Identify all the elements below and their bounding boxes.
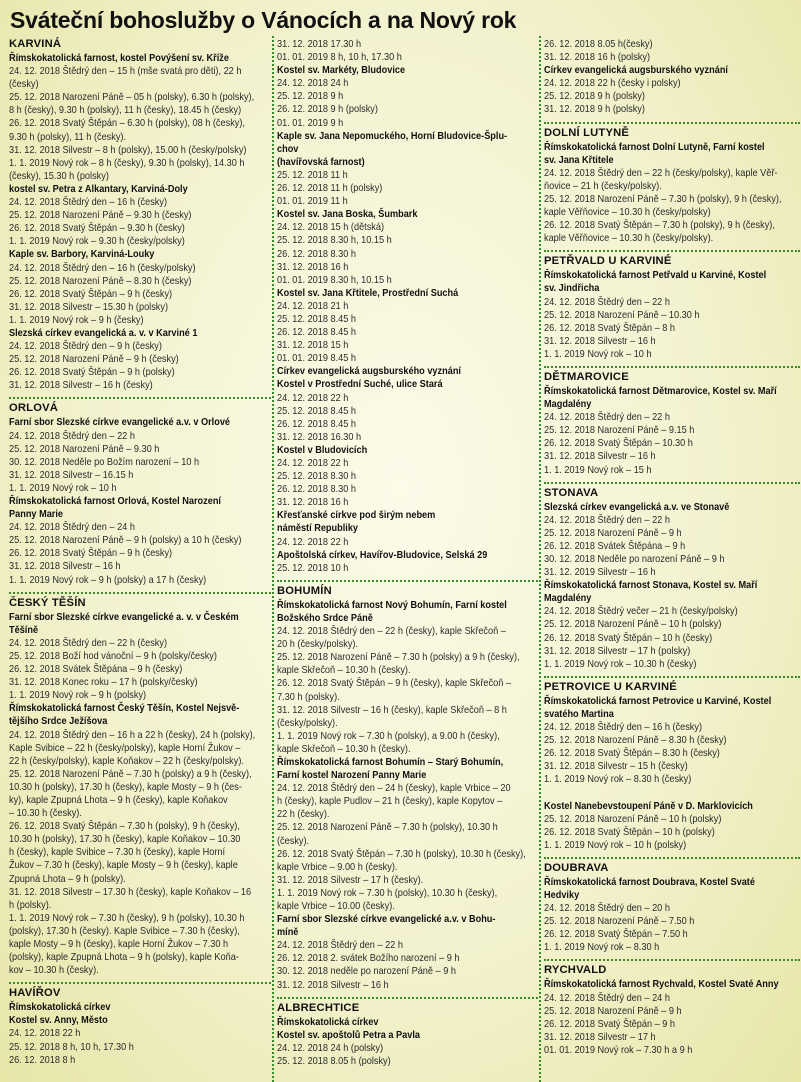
service-time: 24. 12. 2018 Štědrý den – 22 h — [9, 430, 135, 442]
service-time: 25. 12. 2018 8.05 h (polsky) — [277, 1055, 391, 1067]
service-time: 31. 12. 2018 Silvestr – 17.30 h (česky), kaple Koňakov – 16 — [9, 886, 252, 898]
venue-name: Římskokatolická farnost Český Těšín, Kostel Nejsvě- — [9, 703, 240, 715]
service-time: 26. 12. 2018 Svatý Štěpán – 9 h (česky) — [9, 548, 173, 560]
venue-name: Kostel v Prostřední Suché, ulice Stará — [277, 379, 443, 391]
service-time: 31. 12. 2018 16.30 h — [277, 431, 362, 443]
service-time: 26. 12. 2018 8.30 h — [277, 248, 357, 260]
section-heading: HAVÍŘOV — [9, 987, 61, 1000]
service-time: 25. 12. 2018 8.45 h — [277, 405, 357, 417]
service-time: 31. 12. 2018 Silvestr – 8 h (polsky), 15.00 h (česky/polsky) — [9, 144, 247, 156]
service-time: (česky/polsky). — [277, 717, 338, 729]
service-time: 24. 12. 2018 Štědrý den – 22 h — [544, 514, 670, 526]
venue-name: Římskokatolická církev — [9, 1002, 111, 1014]
service-time: 31. 12. 2018 Silvestr – 16 h (česky), kaple Skřečoň – 8 h — [277, 704, 507, 716]
service-time: 25. 12. 2018 Narození Páně – 05 h (polsky), 6.30 h (polsky), — [9, 92, 255, 104]
venue-name: náměstí Republiky — [277, 523, 359, 535]
service-time: kaple Věřňovice – 10.30 h (česky/polsky). — [544, 233, 714, 245]
service-time: 01. 01. 2019 8.45 h — [277, 353, 357, 365]
column-2 — [277, 36, 538, 1082]
section-heading: PETŘVALD U KARVINÉ — [544, 255, 672, 268]
service-time: 10.30 h (polsky), 17.30 h (česky), kaple Mosty – 9 h (čes- — [9, 781, 242, 793]
service-time: h (česky), kaple Svibice – 7.30 h (česky), kaple Horní — [9, 847, 226, 859]
service-time: 25. 12. 2018 9 h (polsky) — [544, 91, 645, 103]
service-time: 26. 12. 2018 Svátek Štěpána – 9 h — [544, 540, 686, 552]
venue-name: Magdalény — [544, 593, 592, 605]
service-time: 31. 12. 2018 Silvestr – 15 h (česky) — [544, 761, 688, 773]
service-time: 31. 12. 2018 Silvestr – 16 h (česky) — [9, 380, 153, 392]
service-time: 1. 1. 2019 Nový rok – 9 h (polsky) — [9, 690, 147, 702]
section — [544, 857, 800, 955]
service-time: 1. 1. 2019 Nový rok – 7.30 h (polsky), a 9.00 h (česky), — [277, 730, 500, 742]
service-time: (česky), 15.30 h (polsky) — [9, 170, 109, 182]
service-time: 31. 12. 2018 16 h — [277, 261, 349, 273]
service-time: 31. 12. 2018 Silvestr – 16.15 h — [9, 469, 134, 481]
section-heading: RYCHVALD — [544, 964, 607, 977]
service-time: 25. 12. 2018 8.30 h — [277, 471, 357, 483]
venue-name: Římskokatolická farnost Bohumín – Starý Bohumín, — [277, 756, 504, 768]
service-time: 20 h (česky/polsky). — [277, 639, 359, 651]
service-time: Žukov – 7.30 h (česky), kaple Mosty – 9 h (česky), kaple — [9, 860, 238, 872]
venue-name: Slezská církev evangelická a. v. v Karviné 1 — [9, 327, 198, 339]
service-time: 26. 12. 2018 Svatý Štěpán – 6.30 h (polsky), 08 h (česky), — [9, 118, 245, 130]
service-time: 24. 12. 2018 Štědrý den – 15 h (mše svatá pro děti), 22 h — [9, 66, 242, 78]
service-time: 31. 12. 2018 Silvestr – 17 h (česky). — [277, 874, 424, 886]
service-time: 1. 1. 2019 Nový rok – 8.30 h — [544, 942, 660, 954]
service-time: 7.30 h (polsky). — [277, 691, 340, 703]
service-time: 30. 12. 2018 neděle po narození Páně – 9 h — [277, 966, 456, 978]
service-time: 26. 12. 2018 Svatý Štěpán – 8 h — [544, 322, 676, 334]
venue-name: Farní sbor Slezské církve evangelické a. v. v Českém — [9, 611, 239, 623]
service-time: 25. 12. 2018 Narození Páně – 7.30 h (polsky), 10.30 h — [277, 822, 498, 834]
service-time: 24. 12. 2018 22 h — [9, 1028, 81, 1040]
venue-name: Kostel sv. Jana Boska, Šumbark — [277, 209, 418, 221]
service-time: 26. 12. 2018 Svátek Štěpána – 9 h (česky) — [9, 664, 183, 676]
venue-name: Farní kostel Narození Panny Marie — [277, 770, 427, 782]
service-time: 26. 12. 2018 Svatý Štěpán – 10 h (polsky) — [544, 826, 715, 838]
section — [277, 997, 538, 1068]
section — [277, 36, 538, 575]
service-time: 26. 12. 2018 Svatý Štěpán – 9 h (polsky) — [9, 367, 175, 379]
service-time: 24. 12. 2018 Štědrý den – 24 h (česky), kaple Vrbice – 20 — [277, 783, 511, 795]
service-time: 31. 12. 2018 Silvestr – 16 h — [544, 335, 656, 347]
section-heading: BOHUMÍN — [277, 584, 332, 597]
service-time: 25. 12. 2018 Narození Páně – 9.15 h — [544, 425, 695, 437]
service-time: 26. 12. 2018 Svatý Štěpán – 10 h (česky) — [544, 632, 713, 644]
section-heading: KARVINÁ — [9, 38, 62, 50]
service-time: 01. 01. 2019 8.30 h, 10.15 h — [277, 274, 392, 286]
service-time: 25. 12. 2018 Narození Páně – 7.30 h (polsky) a 9 h (česky), — [277, 652, 520, 664]
venue-name: svatého Martina — [544, 708, 614, 720]
section — [544, 122, 800, 246]
venue-name: Farní sbor Slezské církve evangelické a.v. v Orlové — [9, 417, 231, 429]
service-time: 1. 1. 2019 Nový rok – 8.30 h (česky) — [544, 774, 692, 786]
service-time: 30. 12. 2018 Neděle po Božím narození – 10 h — [9, 456, 200, 468]
service-time: 31. 12. 2018 Silvestr – 16 h — [277, 979, 389, 991]
section — [544, 959, 800, 1057]
service-time: 26. 12. 2018 Svatý Štěpán – 10.30 h — [544, 438, 693, 450]
service-time: 01. 01. 2019 8 h, 10 h, 17.30 h — [277, 52, 402, 64]
section — [9, 397, 271, 586]
service-time: 25. 12. 2018 Narození Páně – 9.30 h — [9, 443, 160, 455]
service-time: 01. 01. 2019 9 h — [277, 117, 344, 129]
service-time: 25. 12. 2018 Narození Páně – 10 h (polsky) — [544, 619, 722, 631]
service-time: 25. 12. 2018 Narození Páně – 10.30 h — [544, 309, 700, 321]
service-time: Zpupná Lhota – 9 h (polsky). — [9, 873, 126, 885]
service-time: 26. 12. 2018 Svatý Štěpán – 9 h (česky), kaple Skřečoň – — [277, 678, 511, 690]
venue-name: Křesťanské církve pod širým nebem — [277, 510, 436, 522]
service-time: 24. 12. 2018 Štědrý den – 20 h — [544, 903, 670, 915]
venue-name: Panny Marie — [9, 509, 64, 521]
service-time: 25. 12. 2018 Narození Páně – 7.50 h — [544, 916, 695, 928]
service-time: 31. 12. 2018 17.30 h — [277, 39, 362, 50]
section — [544, 482, 800, 671]
service-time: kov – 10.30 h (česky). — [9, 965, 99, 977]
service-time: 25. 12. 2018 Narození Páně – 10 h (polsky) — [544, 813, 722, 825]
service-time: 1. 1. 2019 Nový rok – 9 h (česky) — [9, 314, 144, 326]
service-time: 25. 12. 2018 Narození Páně – 9 h (polsky) a 10 h (česky) — [9, 535, 242, 547]
service-time: 24. 12. 2018 Štědrý den – 16 h (česky) — [9, 197, 168, 209]
venue-name: sv. Jindřicha — [544, 283, 600, 295]
service-time: 24. 12. 2018 24 h (polsky) — [277, 1042, 384, 1054]
service-time: (česky). — [277, 835, 310, 847]
service-time: 24. 12. 2018 Štědrý den – 16 h (česky/polsky) — [9, 262, 196, 274]
service-time: 24. 12. 2018 24 h — [277, 78, 349, 90]
service-time: 26. 12. 2018 8.05 h(česky) — [544, 39, 653, 50]
service-time: 31. 12. 2018 Konec roku – 17 h (polsky/česky) — [9, 677, 198, 689]
section — [9, 592, 271, 978]
section-heading: STONAVA — [544, 486, 599, 499]
column-divider — [272, 36, 274, 1082]
venue-name: (havířovská farnost) — [277, 156, 365, 168]
service-time: 25. 12. 2018 Narození Páně – 8.30 h (česky) — [9, 275, 192, 287]
service-time: 26. 12. 2018 Svatý Štěpán – 7.30 h (polsky), 9 h (česky), — [544, 220, 775, 232]
service-time: 9.30 h (polsky), 11 h (česky). — [9, 131, 127, 143]
service-time: 22 h (česky/polsky), kaple Koňakov – 22 h (česky/polsky). — [9, 755, 244, 767]
service-time: 31. 12. 2018 Silvestr – 17 h (polsky) — [544, 645, 691, 657]
service-time: kaple Mosty – 9 h (česky), kaple Horní Žukov – 7.30 h — [9, 939, 229, 950]
service-time: 01. 01. 2019 11 h — [277, 196, 348, 208]
service-time: (polsky), 17.30 h (česky). Kaple Svibice – 7.30 h (česky), — [9, 925, 240, 937]
service-time: 24. 12. 2018 Štědrý den – 9 h (česky) — [9, 341, 162, 353]
section-heading: ORLOVÁ — [9, 402, 59, 415]
column-divider — [539, 36, 541, 1082]
service-time: 31. 12. 2019 Silvestr – 16 h — [544, 567, 656, 579]
service-time: 26. 12. 2018 9 h (polsky) — [277, 104, 378, 116]
venue-name: Těšíně — [9, 624, 39, 636]
service-time: 25. 12. 2018 Narození Páně – 7.30 h (polsky) a 9 h (česky), — [9, 768, 252, 780]
column-3 — [544, 36, 800, 1082]
service-time: 25. 12. 2018 8.45 h — [277, 313, 357, 325]
venue-name: sv. Jana Křtitele — [544, 154, 614, 166]
venue-name: Kaple sv. Barbory, Karviná-Louky — [9, 249, 155, 261]
service-time: (polsky), kaple Zpupná Lhota – 9 h (polsky), kaple Koňa- — [9, 952, 239, 964]
service-time: 24. 12. 2018 Štědrý den – 22 h — [277, 940, 403, 952]
service-time: 24. 12. 2018 Štědrý den – 22 h — [544, 296, 670, 308]
venue-name: Římskokatolická farnost Nový Bohumín, Farní kostel — [277, 599, 507, 611]
service-time: 31. 12. 2018 Silvestr – 17 h — [544, 1031, 656, 1043]
venue-name: Kostel v Bludovicích — [277, 444, 368, 456]
service-time: 10.30 h (polsky), 17.30 h (česky), kaple Koňakov – 10.30 — [9, 834, 241, 846]
service-time: 1. 1. 2019 Nový rok – 8 h (česky), 9.30 h (polsky), 14.30 h — [9, 157, 245, 169]
service-time: 25. 12. 2018 10 h — [277, 562, 349, 574]
service-time: 26. 12. 2018 Svatý Štěpán – 8.30 h (česky) — [544, 748, 720, 760]
service-time: 25. 12. 2018 Narození Páně – 9 h (česky) — [9, 354, 179, 366]
service-time: ňovice – 21 h (česky/polsky). — [544, 180, 662, 192]
service-time: 24. 12. 2018 22 h — [277, 458, 349, 469]
venue-name: míně — [277, 927, 299, 939]
section-heading: ALBRECHTICE — [277, 1001, 360, 1014]
venue-name: Kostel sv. apoštolů Petra a Pavla — [277, 1029, 421, 1041]
section — [544, 250, 800, 361]
service-time: 25. 12. 2018 Narození Páně – 9 h — [544, 1005, 682, 1017]
service-time: 22 h (česky). — [277, 809, 330, 821]
service-time: 1. 1. 2019 Nový rok – 9.30 h (česky/polsky) — [9, 236, 185, 248]
venue-name: Hedviky — [544, 889, 580, 901]
service-time: 30. 12. 2018 Neděle po narození Páně – 9 h — [544, 554, 725, 565]
service-time: 1. 1. 2019 Nový rok – 10 h — [544, 348, 652, 360]
venue-name: Římskokatolická farnost Doubrava, Kostel Svaté — [544, 876, 755, 888]
service-time: 24. 12. 2018 22 h — [277, 536, 349, 548]
service-time: kaple Skřečoň – 10.30 h (česky). — [277, 665, 411, 677]
service-time: 25. 12. 2018 Narození Páně – 9.30 h (česky) — [9, 210, 192, 222]
service-time: 31. 12. 2018 Silvestr – 15.30 h (polsky) — [9, 301, 169, 313]
venue-name: Římskokatolická farnost Rychvald, Kostel Svaté Anny — [544, 979, 779, 991]
page-title: Sváteční bohoslužby o Vánocích a na Nový rok — [10, 7, 517, 33]
service-time: 31. 12. 2018 15 h — [277, 340, 349, 352]
service-time: 24. 12. 2018 Štědrý den – 22 h — [544, 412, 670, 424]
section-heading: DĚTMAROVICE — [544, 370, 629, 383]
venue-name: Církev evangelická augsburského vyznání — [277, 366, 461, 378]
column-1 — [9, 36, 271, 1082]
service-time: 24. 12. 2018 Štědrý den – 22 h (česky) — [9, 637, 168, 649]
service-time: 24. 12. 2018 22 h (česky i polsky) — [544, 78, 681, 90]
service-time: 26. 12. 2018 Svatý Štěpán – 7.50 h — [544, 929, 688, 941]
service-time: h (česky), kaple Pudlov – 21 h (česky), kaple Kopytov – — [277, 796, 503, 808]
service-time: 24. 12. 2018 22 h — [277, 392, 349, 404]
service-time: kaple Věřňovice – 10.30 h (česky/polsky) — [544, 207, 711, 219]
service-time: 26. 12. 2018 2. svátek Božího narození – 9 h — [277, 953, 460, 965]
service-time: 1. 1. 2019 Nový rok – 10 h (polsky) — [544, 839, 687, 851]
venue-name: Římskokatolická farnost Orlová, Kostel Narození — [9, 496, 221, 507]
venue-name: Božského Srdce Páně — [277, 612, 373, 624]
section — [544, 36, 800, 117]
service-time: 31. 12. 2018 16 h (polsky) — [544, 52, 651, 64]
section — [544, 366, 800, 477]
venue-name: Římskokatolická farnost Stonava, Kostel sv. Maří — [544, 580, 758, 592]
venue-name: Slezská církev evangelická a.v. ve Stonavě — [544, 501, 730, 513]
service-time: 31. 12. 2018 Silvestr – 16 h — [9, 561, 121, 573]
service-time: (česky) — [9, 79, 39, 91]
venue-name: tějšího Srdce Ježíšova — [9, 716, 108, 728]
service-time: 25. 12. 2018 Boží hod vánoční – 9 h (polsky/česky) — [9, 650, 217, 662]
service-time: 26. 12. 2018 8.45 h — [277, 418, 357, 430]
service-time: 24. 12. 2018 21 h — [277, 300, 349, 312]
service-time: 24. 12. 2018 Štědrý den – 24 h — [544, 992, 670, 1004]
service-time: 24. 12. 2018 Štědrý den – 22 h (česky), kaple Skřečoň – — [277, 626, 506, 638]
service-time: 1. 1. 2019 Nový rok – 15 h — [544, 464, 652, 476]
venue-name: Farní sbor Slezské církve evangelické a.v. v Bohu- — [277, 914, 496, 926]
service-time: 26. 12. 2018 11 h (polsky) — [277, 183, 383, 195]
service-time: 26. 12. 2018 Svatý Štěpán – 9 h — [544, 1018, 676, 1030]
service-time: h (polsky). — [9, 899, 52, 911]
service-time: ky), kaple Zpupná Lhota – 9 h (česky), kaple Koňakov — [9, 794, 228, 806]
service-time: 25. 12. 2018 8.30 h, 10.15 h — [277, 235, 392, 247]
service-time: 1. 1. 2019 Nový rok – 9 h (polsky) a 17 h (česky) — [9, 574, 207, 586]
service-time: 25. 12. 2018 Narození Páně – 8.30 h (česky) — [544, 735, 727, 747]
service-time: 26. 12. 2018 8.30 h — [277, 484, 357, 496]
service-time: 25. 12. 2018 9 h — [277, 91, 344, 103]
service-time: 1. 1. 2019 Nový rok – 10.30 h (česky) — [544, 658, 697, 670]
service-time: 24. 12. 2018 Štědrý den – 16 h a 22 h (česky), 24 h (polsky), — [9, 729, 256, 741]
service-time: 25. 12. 2018 8 h, 10 h, 17.30 h — [9, 1041, 134, 1053]
service-time: 26. 12. 2018 Svatý Štěpán – 9.30 h (česky) — [9, 223, 185, 235]
service-time: 24. 12. 2018 Štědrý den – 24 h — [9, 522, 135, 534]
section-heading: PETROVICE U KARVINÉ — [544, 680, 677, 693]
venue-name: Kostel sv. Jana Křtitele, Prostřední Suchá — [277, 287, 459, 299]
service-time: kaple Vrbice – 10.00 (česky). — [277, 901, 395, 912]
venue-name: Římskokatolická církev — [277, 1016, 379, 1028]
service-time: 26. 12. 2018 Svatý Štěpán – 7.30 h (polsky), 10.30 h (česky), — [277, 848, 526, 860]
service-time: 1. 1. 2019 Nový rok – 10 h — [9, 482, 117, 494]
service-time: 24. 12. 2018 Štědrý den – 22 h (česky/polsky), kaple Věř- — [544, 167, 778, 179]
venue-name: Římskokatolická farnost Petřvald u Karviné, Kostel — [544, 270, 767, 282]
venue-name: Římskokatolická farnost Dolní Lutyně, Farní kostel — [544, 141, 765, 153]
venue-name: Apoštolská církev, Havířov-Bludovice, Selská 29 — [277, 549, 488, 561]
service-time: Kaple Svibice – 22 h (česky/polsky), kaple Horní Žukov – — [9, 742, 241, 754]
service-time: 31. 12. 2018 9 h (polsky) — [544, 104, 645, 116]
service-time: 25. 12. 2018 Narození Páně – 7.30 h (polsky), 9 h (česky), — [544, 193, 782, 205]
service-time: 8 h (česky), 9.30 h (polsky), 11 h (česky), 18.45 h (česky) — [9, 105, 242, 117]
service-time: kaple Skřečoň – 10.30 h (česky). — [277, 743, 411, 755]
service-time: 24. 12. 2018 Štědrý večer – 21 h (česky/polsky) — [544, 606, 738, 618]
service-time: 26. 12. 2018 Svatý Štěpán – 9 h (česky) — [9, 288, 173, 300]
service-time: 26. 12. 2018 8.45 h — [277, 327, 357, 339]
service-time: 25. 12. 2018 Narození Páně – 9 h — [544, 527, 682, 539]
spacer — [544, 787, 800, 800]
venue-name: chov — [277, 143, 299, 155]
venue-name: Kostel sv. Markéty, Bludovice — [277, 65, 406, 77]
service-time: 31. 12. 2018 Silvestr – 16 h — [544, 451, 656, 463]
service-time: 01. 01. 2019 Nový rok – 7.30 h a 9 h — [544, 1044, 693, 1056]
service-time: 24. 12. 2018 Štědrý den – 16 h (česky) — [544, 722, 703, 734]
venue-name: Magdalény — [544, 399, 592, 411]
service-time: 1. 1. 2019 Nový rok – 7.30 h (česky), 9 h (polsky), 10.30 h — [9, 912, 245, 924]
section — [277, 580, 538, 992]
venue-name: kostel sv. Petra z Alkantary, Karviná-Doly — [9, 183, 188, 195]
venue-name: Kostel sv. Anny, Město — [9, 1015, 108, 1027]
venue-name: Římskokatolická farnost Petrovice u Karviné, Kostel — [544, 695, 772, 707]
venue-name: Církev evangelická augsburského vyznání — [544, 65, 728, 77]
venue-name: Kostel Nanebevstoupení Páně v D. Marklovicích — [544, 800, 753, 812]
section — [544, 676, 800, 852]
venue-name: Římskokatolická farnost Dětmarovice, Kostel sv. Maří — [544, 385, 777, 397]
service-time: kaple Vrbice – 9.00 h (česky). — [277, 861, 398, 873]
service-time: 24. 12. 2018 15 h (dětská) — [277, 222, 385, 234]
service-time: 26. 12. 2018 Svatý Štěpán – 7.30 h (polsky), 9 h (česky), — [9, 821, 240, 833]
service-time: 25. 12. 2018 11 h — [277, 169, 348, 181]
section-heading: DOUBRAVA — [544, 861, 609, 874]
section-heading: ČESKÝ TĚŠÍN — [9, 596, 86, 609]
section — [9, 982, 271, 1066]
venue-name: Římskokatolická farnost, kostel Povýšení sv. Kříže — [9, 53, 229, 64]
section-heading: DOLNÍ LUTYNĚ — [544, 126, 630, 139]
venue-name: Kaple sv. Jana Nepomuckého, Horní Bludovice-Šplu- — [277, 130, 508, 142]
section — [9, 36, 271, 392]
service-time: 26. 12. 2018 8 h — [9, 1054, 76, 1066]
service-time: 31. 12. 2018 16 h — [277, 497, 349, 509]
service-time: – 10.30 h (česky). — [9, 808, 82, 820]
service-time: 1. 1. 2019 Nový rok – 7.30 h (polsky), 10.30 h (česky), — [277, 887, 498, 899]
